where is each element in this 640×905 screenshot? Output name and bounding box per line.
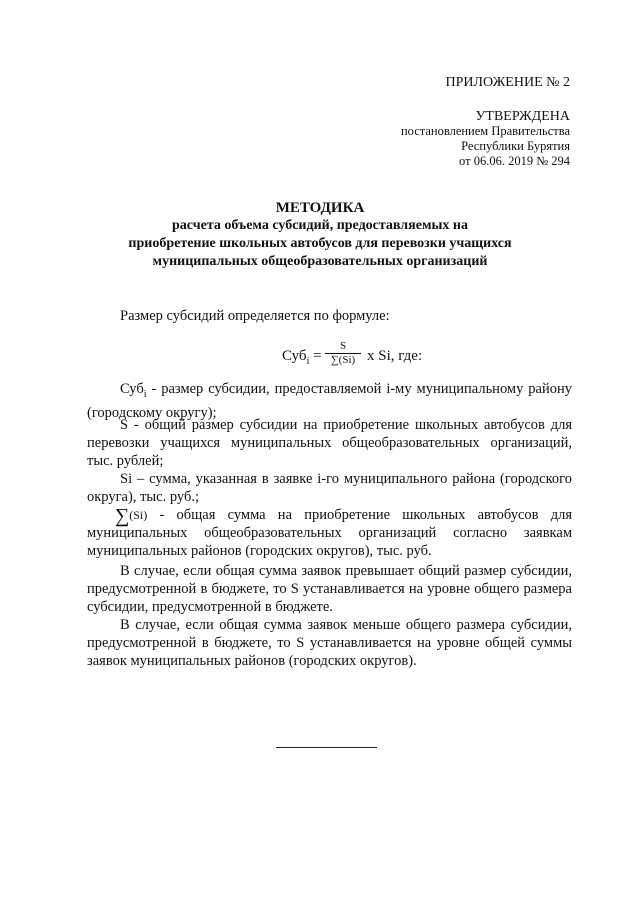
case-less-paragraph: В случае, если общая сумма заявок меньше общего размера субсидии, предусмотренной в бюджете, то S устанавливается на уровне общей суммы заявок муниципальных районов (городских округов). [87, 617, 572, 669]
approval-authority-line-1: постановлением Правительства [400, 124, 570, 138]
formula-lhs-subscript: i [306, 356, 310, 367]
appendix-label: ПРИЛОЖЕНИЕ № 2 [445, 75, 570, 90]
definition-subi-text: - размер субсидии, предоставляемой i-му муниципальному району (городскому округу); [87, 381, 572, 421]
sigma-symbol: ∑ [115, 505, 130, 527]
title-line-1: расчета объема субсидий, предоставляемых на [172, 218, 468, 233]
definition-subi-term: Суб [120, 381, 144, 397]
title-line-2: приобретение школьных автобусов для перевозки учащихся [128, 236, 512, 251]
formula-numerator: S [339, 340, 347, 352]
approval-authority-line-2: Республики Бурятия [461, 139, 570, 153]
definition-subi-subscript: i [143, 388, 147, 400]
definition-si: Si – сумма, указанная в заявке i-го муниципального района (городского округа), тыс. руб.; [87, 471, 572, 505]
formula-denominator: ∑(Si) [330, 354, 356, 366]
approval-block [401, 109, 570, 169]
formula-equals: = [309, 348, 322, 364]
definition-sum-si [87, 506, 572, 560]
definition-s: S - общий размер субсидии на приобретение школьных автобусов для перевозки учащихся муниципальных общеобразовательных организаций, тыс. рублей; [87, 417, 572, 469]
footer-rule [276, 747, 377, 748]
title-line-3: муниципальных общеобразовательных организаций [152, 254, 488, 269]
definition-sum-term: (Si) [129, 508, 148, 522]
approval-date: от 06.06. 2019 № 294 [459, 154, 570, 168]
intro-paragraph: Размер субсидий определяется по формуле: [120, 308, 390, 324]
formula-fraction [325, 340, 361, 366]
definition-sum-text: - общая сумма на приобретение школьных автобусов для муниципальных общеобразовательных организаций согласно заявкам муниципальных районов (городских округов), тыс. руб. [87, 507, 572, 559]
approval-title: УТВЕРЖДЕНА [475, 109, 570, 124]
formula-rhs: x Si, где: [367, 348, 423, 364]
formula-lhs [282, 348, 322, 367]
document-title [70, 199, 570, 271]
title-main: МЕТОДИКА [275, 200, 365, 216]
formula-lhs-term: Суб [282, 348, 307, 364]
case-exceeds-paragraph: В случае, если общая сумма заявок превышает общий размер субсидии, предусмотренной в бюджете, то S устанавливается на уровне общего размера субсидии, предусмотренной в бюджете. [87, 563, 572, 615]
